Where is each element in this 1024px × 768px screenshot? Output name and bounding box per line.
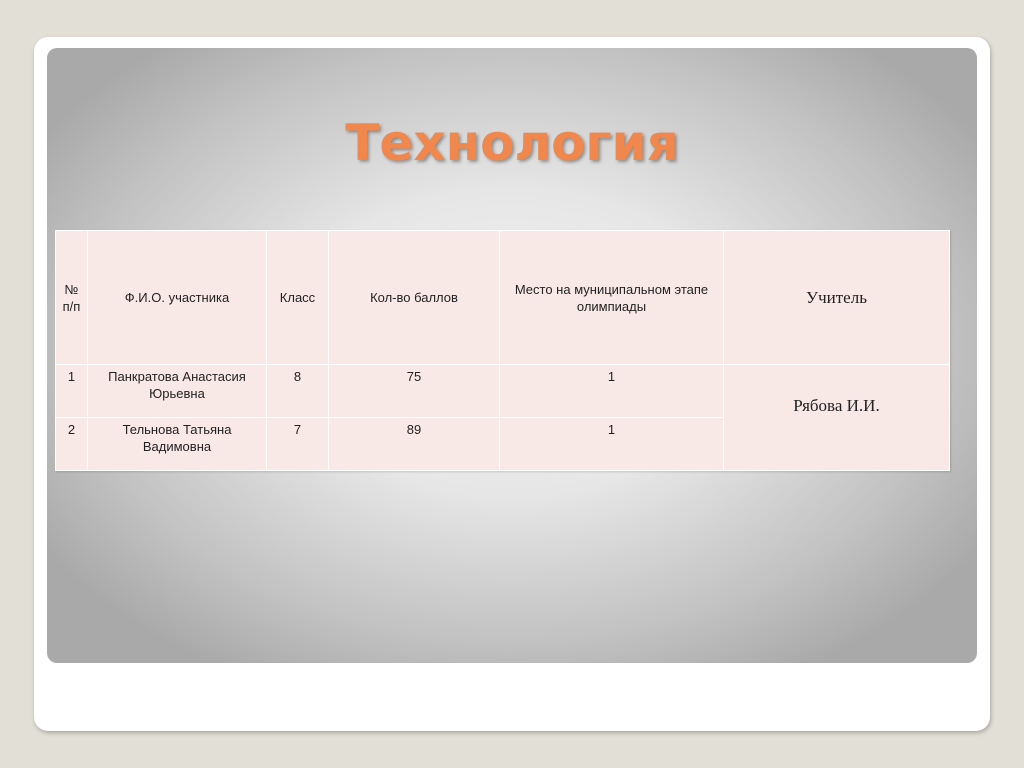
cell-name: Тельнова Татьяна Вадимовна: [88, 418, 267, 471]
header-grade: Класс: [267, 231, 329, 365]
cell-place: 1: [500, 365, 724, 418]
cell-score: 89: [329, 418, 500, 471]
teacher-name: Рябова И.И.: [793, 396, 880, 415]
cell-num: 1: [56, 365, 88, 418]
table-row: [56, 365, 950, 418]
cell-grade: 8: [267, 365, 329, 418]
header-place: Место на муниципальном этапе олимпиады: [500, 231, 724, 365]
cell-teacher: [724, 365, 950, 471]
cell-num: 2: [56, 418, 88, 471]
slide-title: Технология: [345, 114, 679, 172]
cell-score: 75: [329, 365, 500, 418]
results-table: [55, 230, 950, 471]
table-header-row: [56, 231, 950, 365]
header-num: № п/п: [56, 231, 88, 365]
cell-name: Панкратова Анастасия Юрьевна: [88, 365, 267, 418]
cell-grade: 7: [267, 418, 329, 471]
header-score: Кол-во баллов: [329, 231, 500, 365]
header-teacher: Учитель: [724, 231, 950, 365]
header-name: Ф.И.О. участника: [88, 231, 267, 365]
cell-place: 1: [500, 418, 724, 471]
